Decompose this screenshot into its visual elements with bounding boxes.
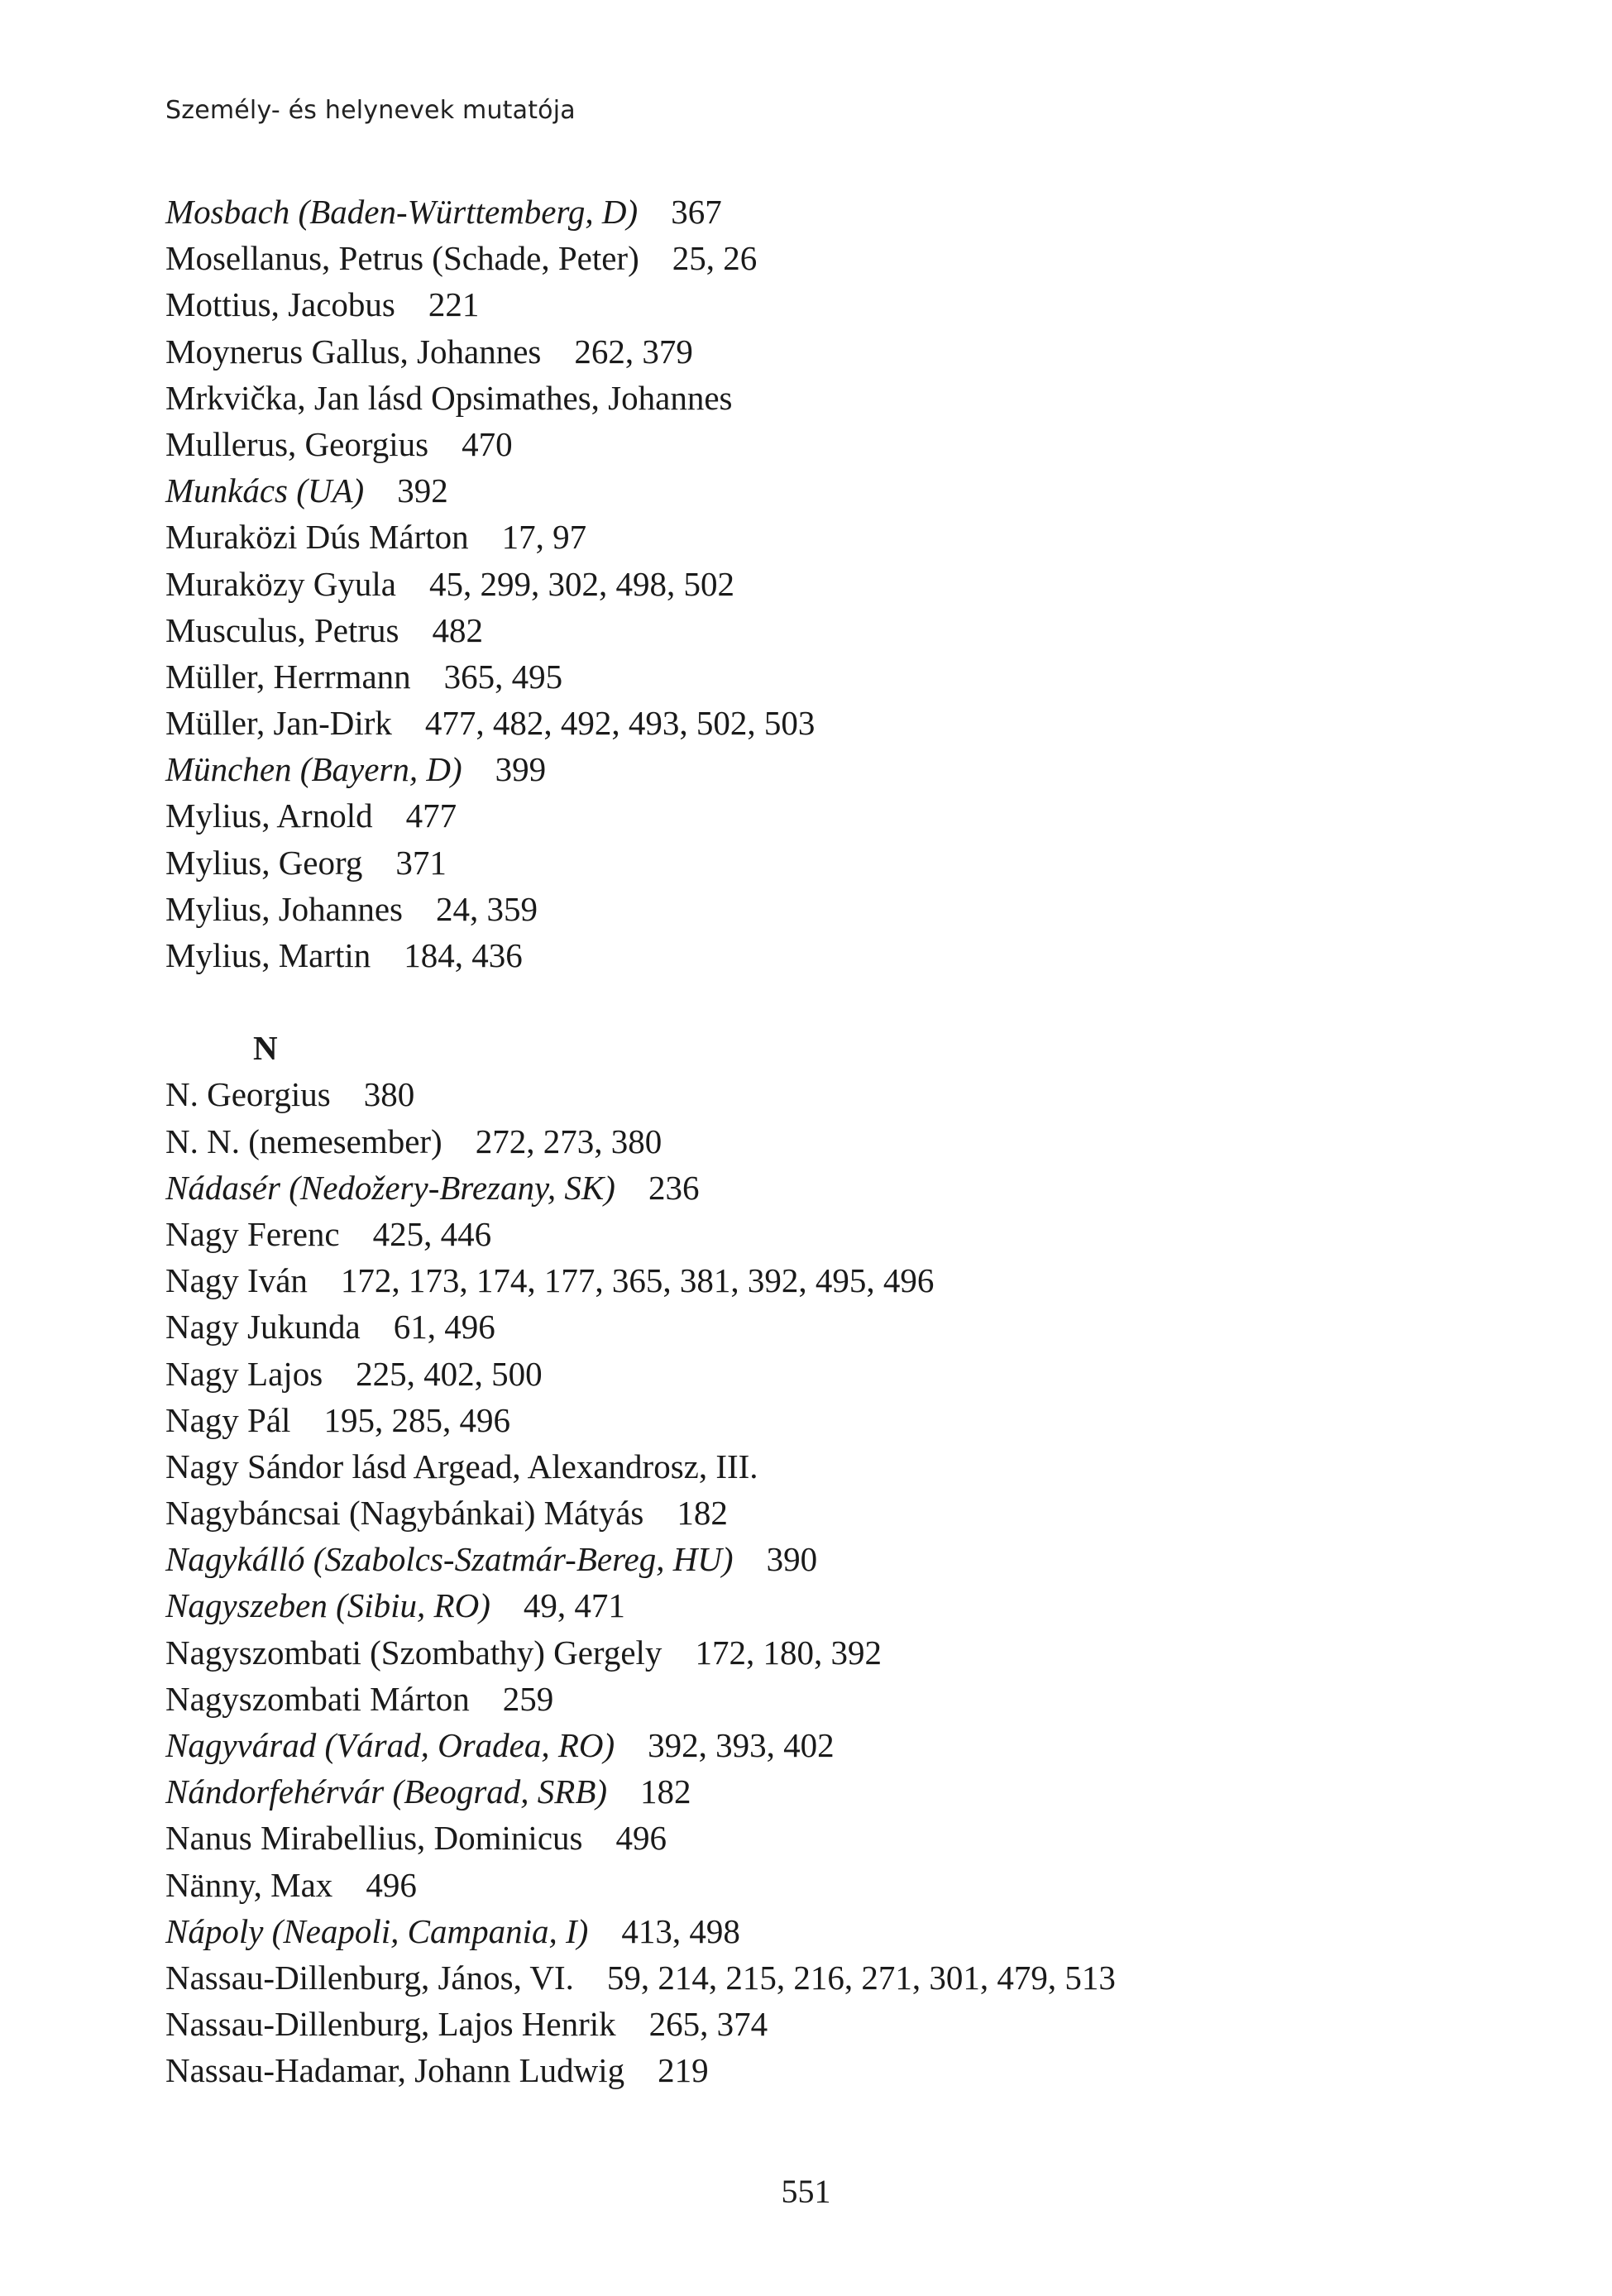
- person-name: N. N. (nemesember): [165, 1122, 442, 1160]
- page-references: 182: [677, 1494, 728, 1533]
- page-references: 172, 180, 392: [695, 1633, 882, 1672]
- index-entry: [165, 1862, 1489, 1908]
- person-name: Nagyszombati Márton: [165, 1679, 470, 1718]
- page-references: 25, 26: [672, 239, 758, 278]
- index-entry: [165, 1257, 1489, 1303]
- person-name: Mosellanus, Petrus (Schade, Peter): [165, 239, 639, 278]
- page-references: 496: [366, 1865, 417, 1904]
- index-entry: [165, 607, 1489, 653]
- person-name: Nagy Pál: [165, 1400, 291, 1439]
- index-entry: [165, 514, 1489, 560]
- page-references: 61, 496: [393, 1308, 495, 1347]
- place-name: Mosbach (Baden-Württemberg, D): [165, 193, 639, 231]
- index-entry: [165, 1676, 1489, 1722]
- index-entry: [165, 1908, 1489, 1954]
- person-name: Nanus Mirabellius, Dominicus: [165, 1819, 583, 1858]
- page-references: 477: [405, 796, 457, 835]
- index-entry: [165, 1629, 1489, 1676]
- page-references: 272, 273, 380: [475, 1122, 662, 1160]
- page-references: 413, 498: [621, 1911, 740, 1950]
- index-entry: [165, 1071, 1489, 1117]
- page-references: 425, 446: [372, 1214, 492, 1253]
- index-entry: [165, 281, 1489, 328]
- page-references: 221: [428, 285, 480, 324]
- index-entry: [165, 375, 1489, 421]
- index-entry: [165, 1768, 1489, 1815]
- index-entry: [165, 2047, 1489, 2093]
- page-references: 371: [395, 843, 447, 882]
- person-name: Nagy Jukunda: [165, 1308, 361, 1347]
- index-entry: [165, 235, 1489, 281]
- page-references: 17, 97: [501, 518, 587, 557]
- person-name: Mrkvička, Jan lásd Opsimathes, Johannes: [165, 378, 733, 417]
- page-references: 219: [658, 2051, 709, 2090]
- page-references: 225, 402, 500: [356, 1354, 543, 1393]
- person-name: Muraközy Gyula: [165, 564, 396, 603]
- person-name: Nassau-Hadamar, Johann Ludwig: [165, 2051, 625, 2090]
- index-entries: [165, 189, 1489, 2094]
- person-name: Mylius, Johannes: [165, 889, 403, 928]
- page-references: 262, 379: [574, 332, 693, 371]
- index-entry: [165, 1118, 1489, 1165]
- page-references: 182: [640, 1772, 691, 1811]
- page-references: 380: [363, 1075, 415, 1114]
- place-name: Nápoly (Neapoli, Campania, I): [165, 1911, 589, 1950]
- index-entry: [165, 467, 1489, 514]
- person-name: Mullerus, Georgius: [165, 424, 429, 463]
- person-name: Nänny, Max: [165, 1865, 333, 1904]
- running-head: Személy- és helynevek mutatója: [165, 96, 576, 125]
- page-references: 392: [397, 471, 448, 510]
- page-references: 59, 214, 215, 216, 271, 301, 479, 513: [606, 1958, 1116, 1997]
- index-entry: [165, 2001, 1489, 2047]
- person-name: Müller, Jan-Dirk: [165, 704, 392, 743]
- index-entry: [165, 1582, 1489, 1629]
- person-name: Mylius, Georg: [165, 843, 363, 882]
- place-name: München (Bayern, D): [165, 750, 462, 789]
- index-entry: [165, 1211, 1489, 1257]
- place-name: Nándorfehérvár (Beograd, SRB): [165, 1772, 608, 1811]
- place-name: Nagyszeben (Sibiu, RO): [165, 1586, 490, 1625]
- index-entry: [165, 653, 1489, 700]
- index-entry: [165, 1722, 1489, 1768]
- page-references: 259: [502, 1679, 554, 1718]
- index-entry: [165, 1165, 1489, 1211]
- person-name: Mylius, Martin: [165, 936, 371, 974]
- person-name: Mylius, Arnold: [165, 796, 373, 835]
- person-name: Nassau-Dillenburg, Lajos Henrik: [165, 2005, 616, 2044]
- person-name: Moynerus Gallus, Johannes: [165, 332, 542, 371]
- page-references: 184, 436: [404, 936, 523, 974]
- page-references: 390: [766, 1540, 818, 1579]
- place-name: Munkács (UA): [165, 471, 365, 510]
- index-entry: [165, 1490, 1489, 1536]
- person-name: Mottius, Jacobus: [165, 285, 395, 324]
- person-name: Muraközi Dús Márton: [165, 518, 469, 557]
- place-name: Nádasér (Nedožery-Brezany, SK): [165, 1168, 615, 1207]
- index-entry: [165, 700, 1489, 746]
- page-references: 24, 359: [436, 889, 538, 928]
- person-name: Nagy Sándor lásd Argead, Alexandrosz, III.: [165, 1447, 758, 1485]
- index-entry: [165, 1815, 1489, 1861]
- index-entry: [165, 1536, 1489, 1582]
- place-name: Nagyvárad (Várad, Oradea, RO): [165, 1726, 615, 1764]
- person-name: Nagyszombati (Szombathy) Gergely: [165, 1633, 662, 1672]
- index-entry: [165, 189, 1489, 235]
- person-name: Musculus, Petrus: [165, 610, 399, 649]
- person-name: Müller, Herrmann: [165, 657, 411, 696]
- index-entry: [165, 1443, 1489, 1490]
- page-references: 365, 495: [443, 657, 563, 696]
- page-references: 367: [671, 193, 722, 231]
- index-entry: [165, 328, 1489, 375]
- entries-group-m: [165, 189, 1489, 978]
- page-references: 470: [462, 424, 513, 463]
- person-name: Nagybáncsai (Nagybánkai) Mátyás: [165, 1494, 644, 1533]
- index-entry: [165, 1397, 1489, 1443]
- page-references: 482: [432, 610, 483, 649]
- index-entry: [165, 886, 1489, 932]
- page-references: 477, 482, 492, 493, 502, 503: [424, 704, 816, 743]
- person-name: Nagy Ferenc: [165, 1214, 340, 1253]
- index-entry: [165, 561, 1489, 607]
- index-entry: [165, 746, 1489, 792]
- entries-group-n: [165, 1071, 1489, 2093]
- page-references: 399: [495, 750, 547, 789]
- person-name: Nassau-Dillenburg, János, VI.: [165, 1958, 574, 1997]
- page-number: 551: [781, 2173, 831, 2210]
- page-references: 265, 374: [648, 2005, 768, 2044]
- person-name: Nagy Iván: [165, 1261, 308, 1300]
- place-name: Nagykálló (Szabolcs-Szatmár-Bereg, HU): [165, 1540, 734, 1579]
- section-letter: N: [253, 1029, 278, 1068]
- page-references: 172, 173, 174, 177, 365, 381, 392, 495, 496: [340, 1261, 935, 1300]
- page-references: 496: [615, 1819, 667, 1858]
- person-name: N. Georgius: [165, 1075, 331, 1114]
- page-references: 236: [648, 1168, 700, 1207]
- index-entry: [165, 1954, 1489, 2001]
- person-name: Nagy Lajos: [165, 1354, 323, 1393]
- index-entry: [165, 932, 1489, 978]
- index-entry: [165, 1351, 1489, 1397]
- index-entry: [165, 1303, 1489, 1350]
- page-references: 49, 471: [523, 1586, 625, 1625]
- index-entry: [165, 839, 1489, 886]
- index-entry: [165, 421, 1489, 467]
- page-references: 195, 285, 496: [323, 1400, 510, 1439]
- page-references: 45, 299, 302, 498, 502: [428, 564, 734, 603]
- index-entry: [165, 792, 1489, 839]
- page-references: 392, 393, 402: [648, 1726, 835, 1764]
